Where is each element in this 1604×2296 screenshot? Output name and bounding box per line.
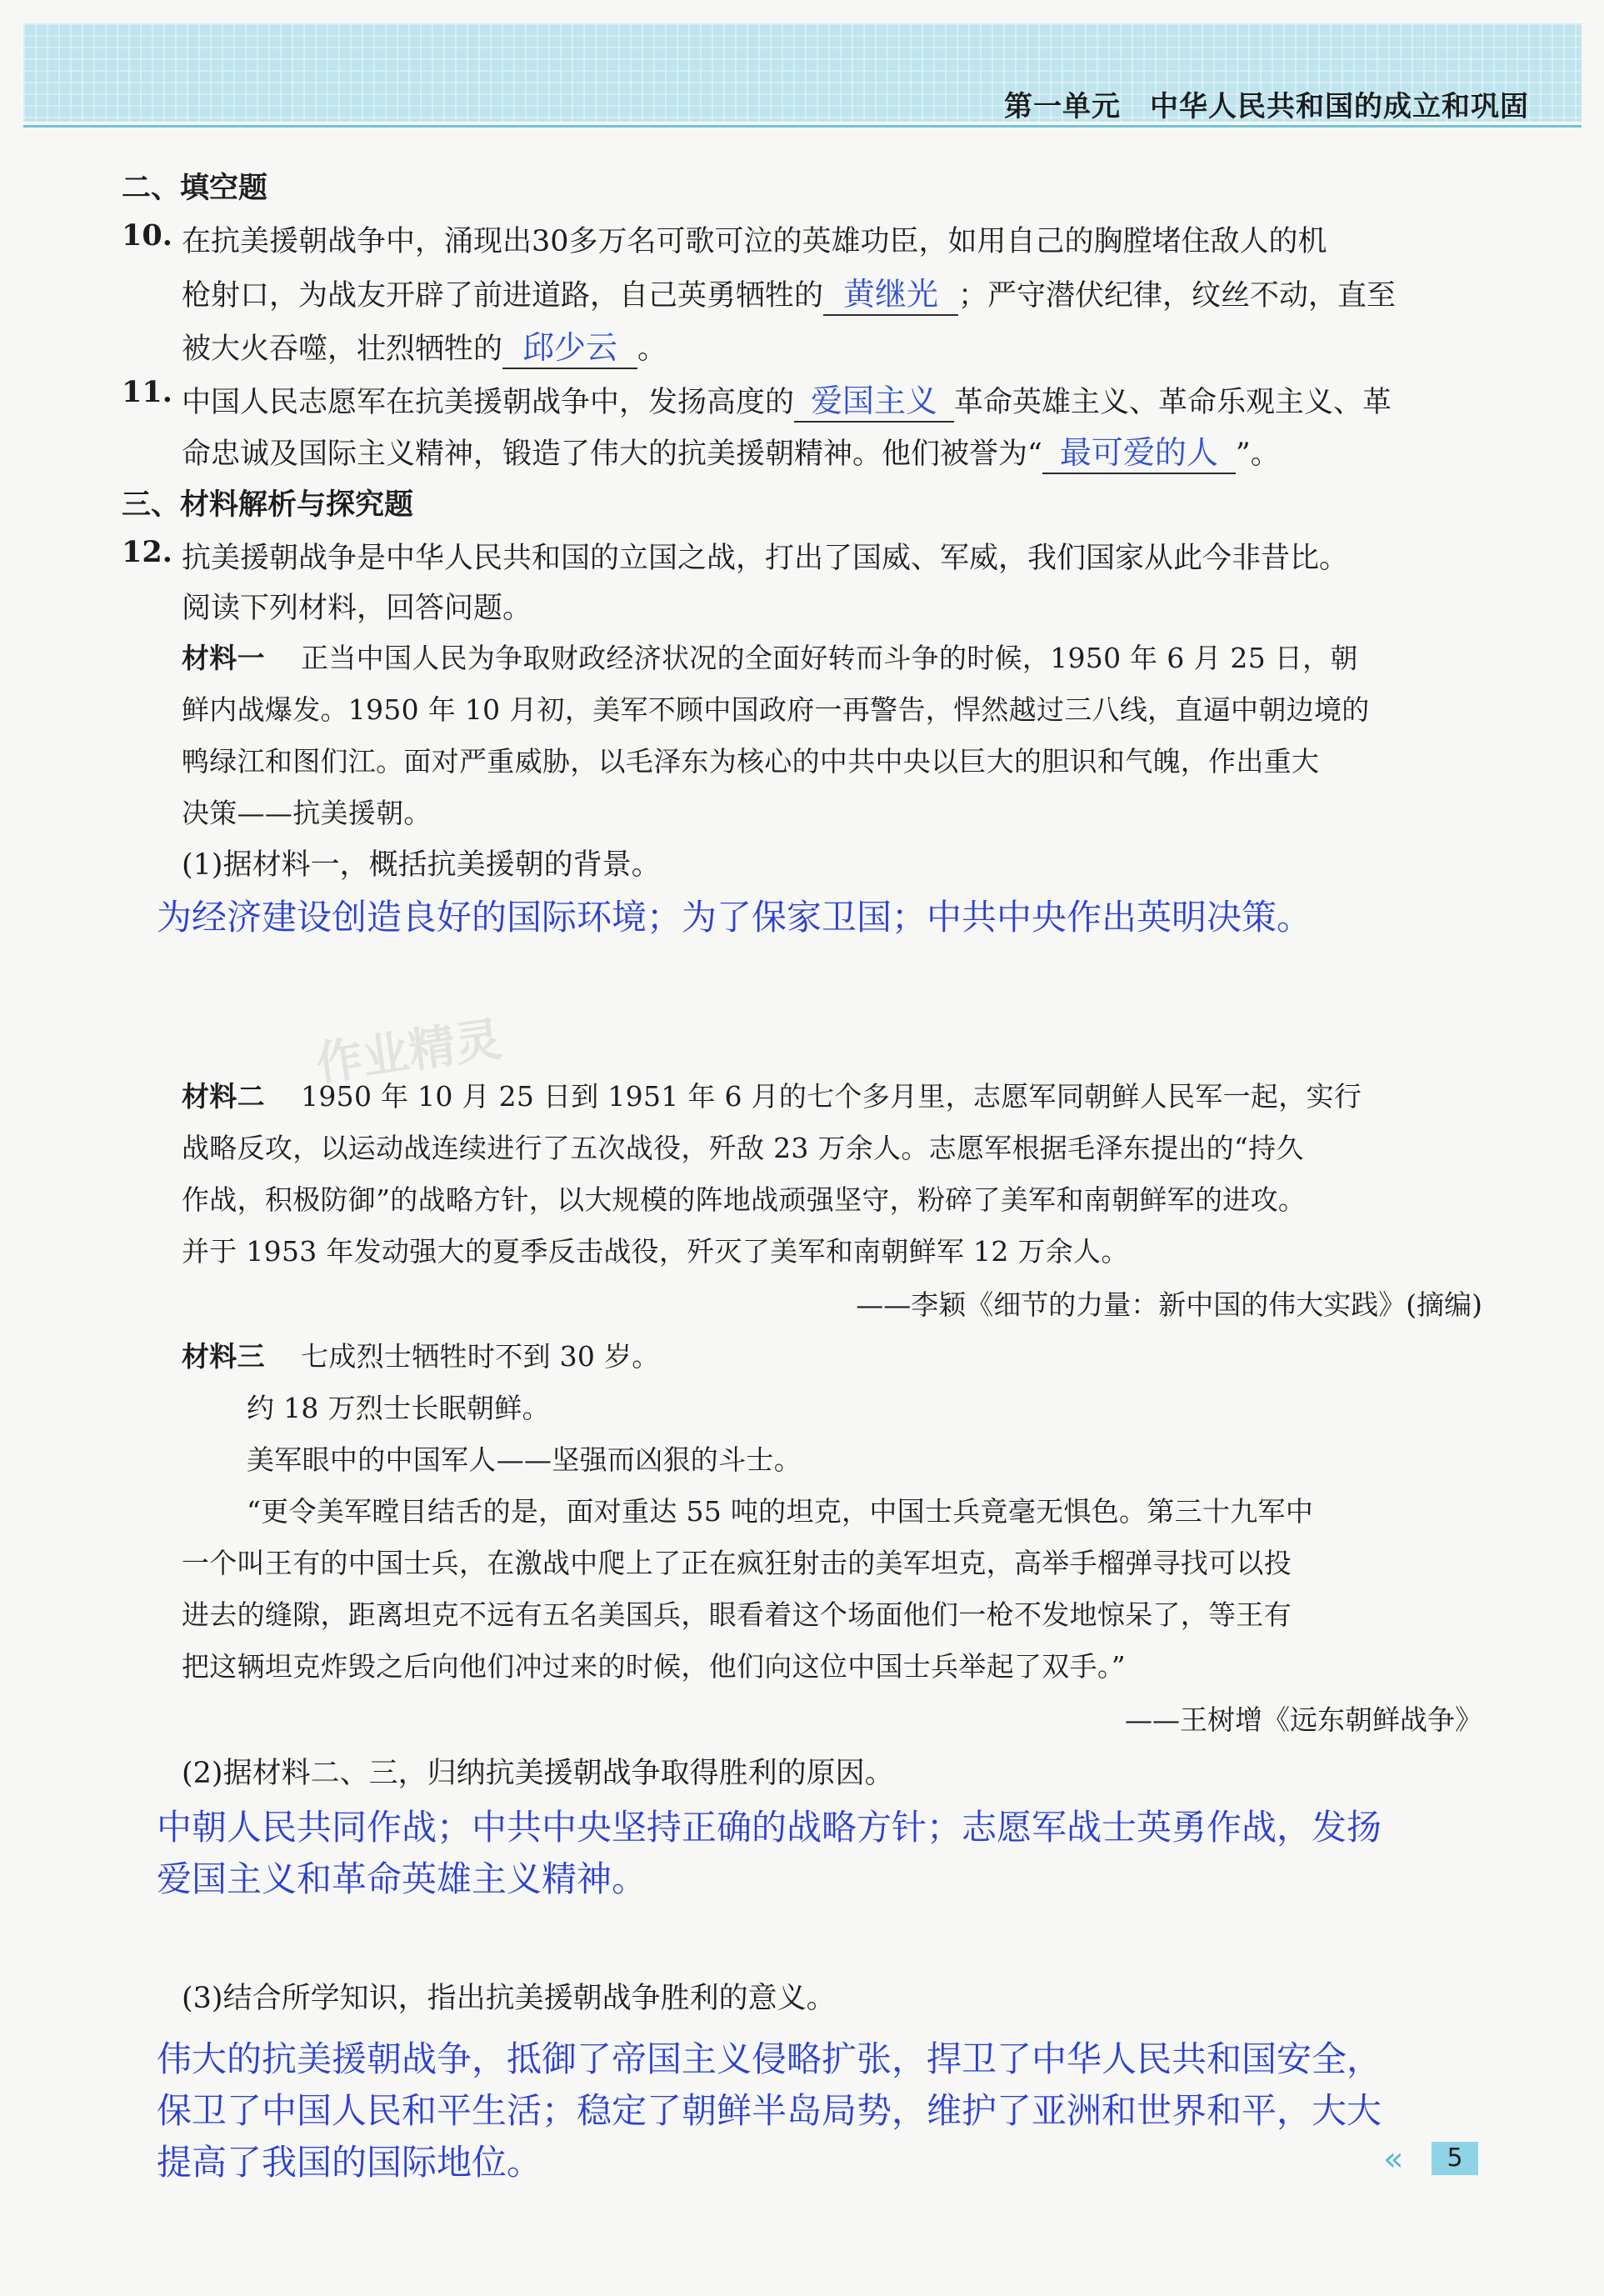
material-2-line-3: 作战，积极防御”的战略方针，以大规模的阵地战顽强坚守，粉碎了美军和南朝鲜军的进攻。 bbox=[182, 1183, 1307, 1216]
question-11-text: 命忠诚及国际主义精神，锻造了伟大的抗美援朝精神。他们被誉为“ bbox=[182, 438, 1042, 471]
sub-question-3: (3)结合所学知识，指出抗美援朝战争胜利的意义。 bbox=[182, 1982, 836, 2015]
section-fill-in-title: 二、填空题 bbox=[122, 172, 268, 205]
material-2-line-1 bbox=[182, 1075, 1362, 1114]
header-divider bbox=[23, 125, 1582, 128]
material-3-line-1 bbox=[182, 1335, 660, 1374]
chapter-title: 第一单元 中华人民共和国的成立和巩固 bbox=[1004, 90, 1529, 123]
question-11-text: 中国人民志愿军在抗美援朝战争中，发扬高度的 bbox=[182, 386, 795, 419]
material-2-line-2: 战略反攻，以运动战连续进行了五次战役，歼敌 23 万余人。志愿军根据毛泽东提出的“持久 bbox=[182, 1132, 1304, 1164]
sub-question-1: (1)据材料一，概括抗美援朝的背景。 bbox=[182, 848, 661, 882]
material-3-line-6: 进去的缝隙，距离坦克不远有五名美国兵，眼看着这个场面他们一枪不发地惊呆了，等王有 bbox=[182, 1598, 1292, 1631]
question-10-text: 枪射口，为战友开辟了前进道路，自己英勇牺牲的 bbox=[182, 279, 824, 313]
question-12-intro-2: 阅读下列材料，回答问题。 bbox=[182, 592, 532, 625]
material-1-label: 材料一 bbox=[182, 642, 265, 674]
answer-blank-huang-jiguang[interactable]: 黄继光 bbox=[823, 268, 958, 316]
material-1-line-4: 决策——抗美援朝。 bbox=[182, 797, 432, 829]
question-10-line-1: 在抗美援朝战争中，涌现出30多万名可歌可泣的英雄功臣，如用自己的胸膛堵住敌人的机 bbox=[182, 225, 1327, 258]
answer-1: 为经济建设创造良好的国际环境；为了保家卫国；中共中央作出英明决策。 bbox=[157, 897, 1312, 938]
question-10-text: 被大火吞噬，壮烈牺牲的 bbox=[182, 333, 503, 366]
question-10-number: 10. bbox=[122, 218, 172, 253]
question-11-number: 11. bbox=[122, 375, 172, 409]
question-11-line-2 bbox=[182, 427, 1280, 474]
question-10-text: ；严守潜伏纪律，纹丝不动，直至 bbox=[958, 279, 1397, 313]
answer-blank-most-lovable[interactable]: 最可爱的人 bbox=[1042, 427, 1236, 474]
answer-2-line-2: 爱国主义和革命英雄主义精神。 bbox=[157, 1858, 647, 1899]
material-3-label: 材料三 bbox=[182, 1340, 265, 1373]
material-3-line-4: “更令美军瞠目结舌的是，面对重达 55 吨的坦克，中国士兵竟毫无惧色。第三十九军中 bbox=[247, 1495, 1314, 1528]
question-10-line-2 bbox=[182, 268, 1396, 316]
question-11-text: 革命英雄主义、革命乐观主义、革 bbox=[954, 386, 1392, 419]
watermark: 作业精灵 bbox=[312, 1012, 506, 1093]
material-3-line-5: 一个叫王有的中国士兵，在激战中爬上了正在疯狂射击的美军坦克，高举手榴弹寻找可以投 bbox=[182, 1547, 1292, 1579]
material-1-line-2: 鲜内战爆发。1950 年 10 月初，美军不顾中国政府一再警告，悍然越过三八线，直逼中朝边境的 bbox=[182, 693, 1370, 726]
question-11-line-1 bbox=[182, 375, 1392, 423]
question-10-text: 。 bbox=[637, 333, 667, 366]
page-chevron-icon: « bbox=[1383, 2140, 1394, 2178]
answer-2-line-1: 中朝人民共同作战；中共中央坚持正确的战略方针；志愿军战士英勇作战，发扬 bbox=[157, 1807, 1382, 1848]
material-2-source: ——李颖《细节的力量：新中国的伟大实践》(摘编) bbox=[856, 1288, 1482, 1321]
material-3-line-3: 美军眼中的中国军人——坚强而凶狠的斗士。 bbox=[247, 1443, 802, 1476]
material-2-label: 材料二 bbox=[182, 1080, 265, 1113]
page-number: 5 bbox=[1432, 2142, 1478, 2175]
material-1-line-3: 鸭绿江和图们江。面对严重威胁，以毛泽东为核心的中共中央以巨大的胆识和气魄，作出重大 bbox=[182, 745, 1320, 778]
question-12-intro-1: 抗美援朝战争是中华人民共和国的立国之战，打出了国威、军威，我们国家从此今非昔比。 bbox=[182, 542, 1349, 575]
answer-3-line-3: 提高了我国的国际地位。 bbox=[157, 2142, 542, 2183]
question-12-number: 12. bbox=[122, 535, 172, 569]
material-3-text: 七成烈士牺牲时不到 30 岁。 bbox=[301, 1340, 660, 1373]
question-11-text: ”。 bbox=[1235, 438, 1280, 471]
answer-blank-patriotism[interactable]: 爱国主义 bbox=[794, 375, 954, 423]
question-10-line-3 bbox=[182, 322, 667, 369]
material-2-text: 1950 年 10 月 25 日到 1951 年 6 月的七个多月里，志愿军同朝鲜人民军一起，实行 bbox=[301, 1080, 1362, 1113]
material-3-source: ——王树增《远东朝鲜战争》 bbox=[1125, 1703, 1482, 1736]
answer-3-line-1: 伟大的抗美援朝战争，抵御了帝国主义侵略扩张，捍卫了中华人民共和国安全， bbox=[157, 2038, 1382, 2079]
material-1-line-1 bbox=[182, 637, 1358, 676]
material-3-line-2: 约 18 万烈士长眠朝鲜。 bbox=[247, 1392, 550, 1424]
material-1-text: 正当中国人民为争取财政经济状况的全面好转而斗争的时候，1950 年 6 月 25 日，朝 bbox=[301, 642, 1358, 674]
answer-blank-qiu-shaoyun[interactable]: 邱少云 bbox=[502, 322, 637, 369]
section-analysis-title: 三、材料解析与探究题 bbox=[122, 488, 414, 522]
answer-3-line-2: 保卫了中国人民和平生活；稳定了朝鲜半岛局势，维护了亚洲和世界和平，大大 bbox=[157, 2090, 1382, 2131]
material-2-line-4: 并于 1953 年发动强大的夏季反击战役，歼灭了美军和南朝鲜军 12 万余人。 bbox=[182, 1235, 1129, 1268]
sub-question-2: (2)据材料二、三，归纳抗美援朝战争取得胜利的原因。 bbox=[182, 1757, 894, 1790]
material-3-line-7: 把这辆坦克炸毁之后向他们冲过来的时候，他们向这位中国士兵举起了双手。” bbox=[182, 1650, 1126, 1683]
